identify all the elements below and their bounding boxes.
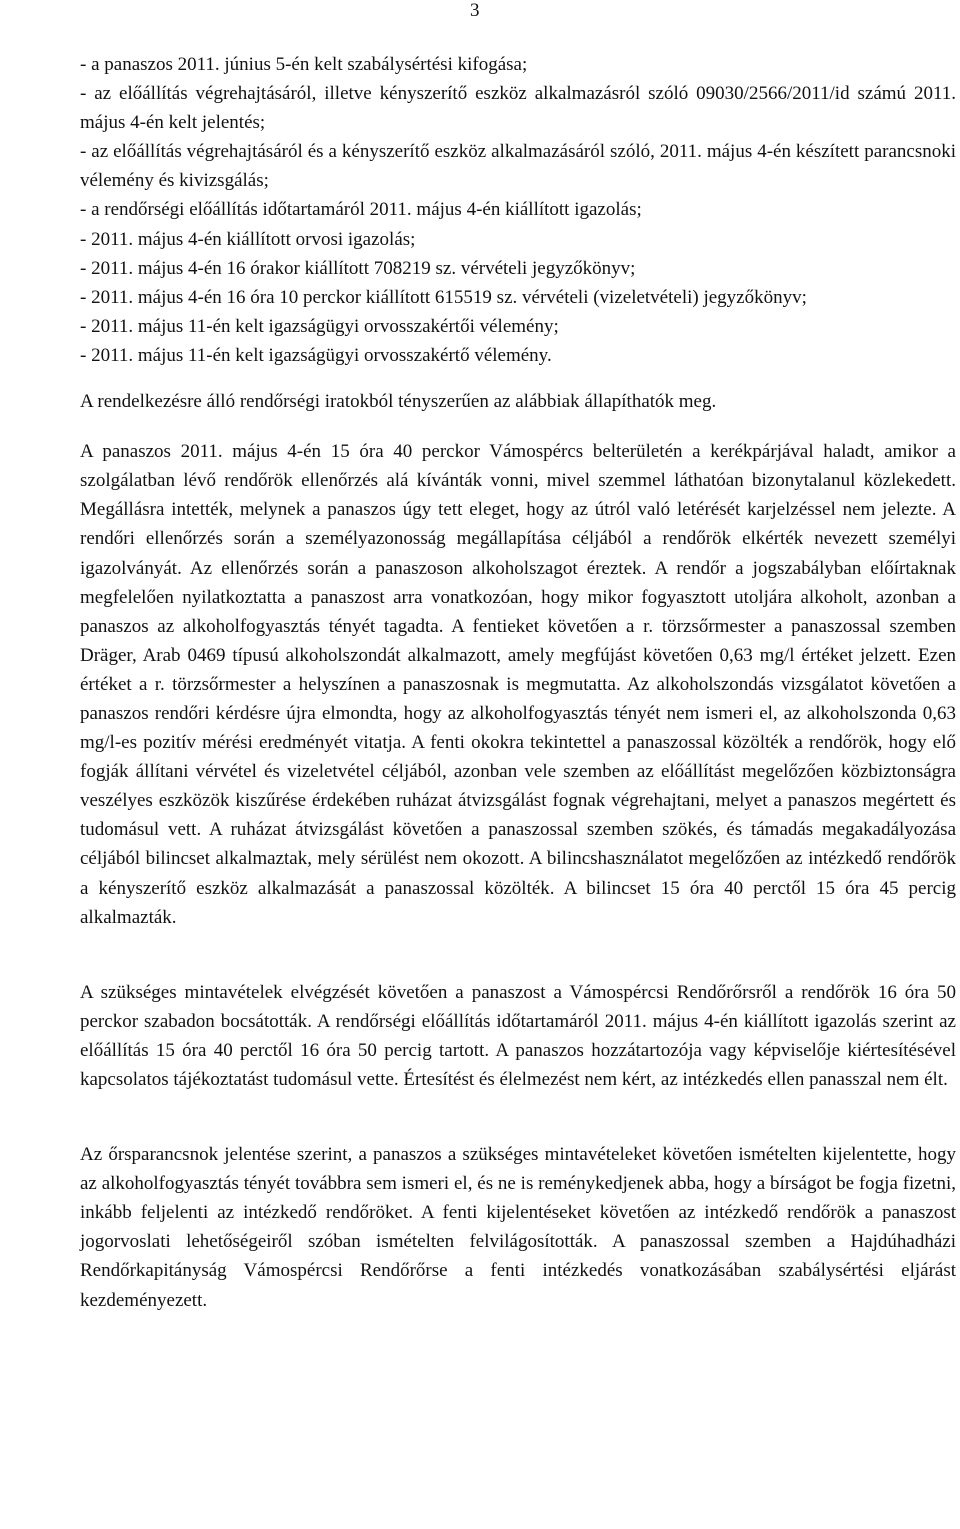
evidence-item: - a rendőrségi előállítás időtartamáról 2011. május 4-én kiállított igazolás; — [80, 199, 642, 221]
findings-intro: A rendelkezésre álló rendőrségi iratokból tényszerűen az alábbiak állapíthatók meg. — [80, 391, 717, 413]
evidence-item: - 2011. május 11-én kelt igazságügyi orvosszakértői vélemény; — [80, 315, 559, 337]
evidence-item: - 2011. május 4-én kiállított orvosi igazolás; — [80, 228, 416, 250]
evidence-item: - az előállítás végrehajtásáról és a kényszerítő eszköz alkalmazásáról szóló, 2011. május 4-én készített parancsnoki vélemény és kivizsgálás; — [80, 141, 956, 192]
document-body — [80, 50, 956, 1315]
evidence-item: - az előállítás végrehajtásáról, illetve kényszerítő eszköz alkalmazásról szóló 09030/2566/2011/id számú 2011. május 4-én kelt jelentés; — [80, 83, 956, 134]
page-number: 3 — [470, 0, 480, 21]
evidence-item: - 2011. május 4-én 16 óra 10 perckor kiállított 615519 sz. vérvételi (vizeletvételi) jegyzőkönyv; — [80, 286, 807, 308]
evidence-item: - a panaszos 2011. június 5-én kelt szabálysértési kifogása; — [80, 54, 528, 75]
body-paragraph: A panaszos 2011. május 4-én 15 óra 40 perckor Vámospércs belterületén a kerékpárjával haladt, amikor a szolgálatban lévő rendőrök ellenőrzés alá kívánták vonni, mivel szemmel láthatóan bizonytalanul közlekedett. Megállásra intették, melynek a panaszos úgy tett eleget, hogy az útról való letérését karjelzéssel nem jelezte. A rendőri ellenőrzés során a személyazonosság megállapítása céljából a rendőrök elkérték nevezett személyi igazolványát. Az ellenőrzés során a panaszoson alkoholszagot éreztek. A rendőr a jogszabályban előírtaknak megfelelően nyilatkoztatta a panaszost arra vonatkozóan, hogy mikor fogyasztott utoljára alkoholt, azonban a panaszos az alkoholfogyasztás tényét tagadta. A fentieket követően a r. törzsőrmester a panaszossal szemben Dräger, Arab 0469 típusú alkoholszondát alkalmazott, amely megfújást követően 0,63 mg/l értéket jelzett. Ezen értéket a r. törzsőrmester a helyszínen a panaszosnak is megmutatta. Az alkoholszondás vizsgálatot követően a panaszos rendőri kérdésre újra elmondta, hogy az alkoholfogyasztás tényét nem ismeri el, az alkoholszonda 0,63 mg/l-es pozitív mérési eredményét vitatja. A fenti okokra tekintettel a panaszossal közölték a rendőrök, hogy elő fogják állítani vérvétel és vizeletvétel céljából, azonban vele szemben az előállítást megelőzően közbiztonságra veszélyes eszközök kiszűrése érdekében ruházat átvizsgálást fognak végrehajtani, melyet a panaszos megértett és tudomásul vett. A ruházat átvizsgálást követően a panaszossal szemben szökés, és támadás megakadályozása céljából bilincset alkalmaztak, mely sérülést nem okozott. A bilincshasználatot megelőzően az intézkedő rendőrök a kényszerítő eszköz alkalmazását a panaszossal közölték. A bilincset 15 óra 40 perctől 15 óra 45 percig alkalmazták. — [80, 441, 956, 928]
evidence-item: - 2011. május 4-én 16 órakor kiállított 708219 sz. vérvételi jegyzőkönyv; — [80, 257, 636, 279]
evidence-list — [80, 50, 956, 370]
evidence-item: - 2011. május 11-én kelt igazságügyi orvosszakértő vélemény. — [80, 344, 552, 366]
body-paragraph: A szükséges mintavételek elvégzését követően a panaszost a Vámospércsi Rendőrőrsről a rendőrök 16 óra 50 perckor szabadon bocsátották. A rendőrségi előállítás időtartamáról 2011. május 4-én kiállított igazolás szerint az előállítás 15 óra 40 perctől 16 óra 50 percig tartott. A panaszos hozzátartozója vagy képviselője kiértesítésével kapcsolatos tájékoztatást tudomásul vette. Értesítést és élelmezést nem kért, az intézkedés ellen panasszal nem élt. — [80, 981, 956, 1090]
body-paragraph: Az őrsparancsnok jelentése szerint, a panaszos a szükséges mintavételeket követően ismételten kijelentette, hogy az alkoholfogyasztás tényét továbbra sem ismeri el, és ne is reménykedjenek abba, hogy a bírságot be fogja fizetni, inkább feljelenti az intézkedő rendőröket. A fenti kijelentéseket követően az intézkedő rendőrök a panaszost jogorvoslati lehetőségeiről szóban ismételten felvilágosították. A panaszossal szemben a Hajdúhadházi Rendőrkapitányság Vámospércsi Rendőrőrse a fenti intézkedés vonatkozásában szabálysértési eljárást kezdeményezett. — [80, 1144, 956, 1311]
